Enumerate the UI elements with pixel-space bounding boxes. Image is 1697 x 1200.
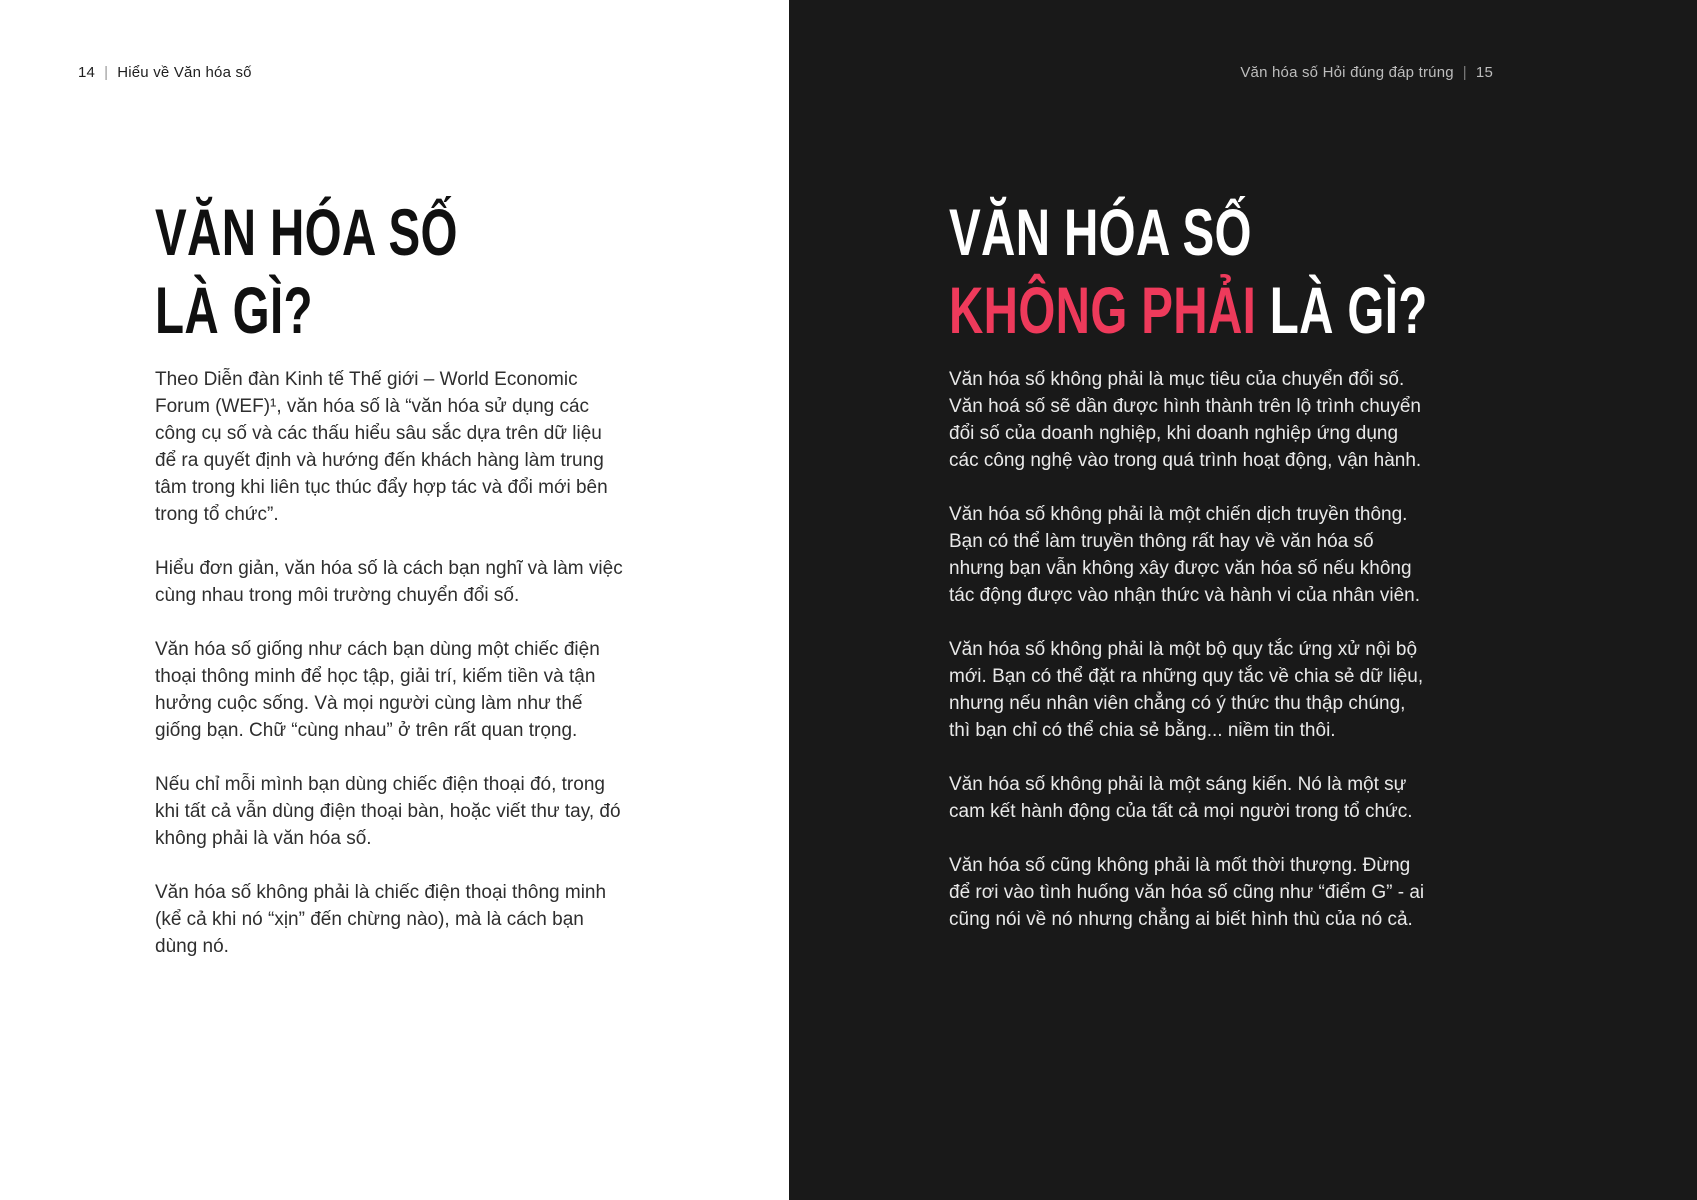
paragraph: Văn hóa số giống như cách bạn dùng một chiếc điện thoại thông minh để học tập, giải trí, kiếm tiền và tận hưởng cuộc sống. Và mọi người cùng làm như thế giống bạn. Chữ “cùng nhau” ở trên rất quan trọng. [155,639,600,741]
left-running-title: Hiểu về Văn hóa số [117,64,252,81]
right-page-header [1240,64,1493,81]
right-header-separator: | [1462,64,1467,81]
left-body-text [155,366,625,987]
left-page-title [155,194,458,350]
left-page [0,0,789,1200]
paragraph: Văn hóa số không phải là một chiến dịch truyền thông. Bạn có thể làm truyền thông rất hay về văn hóa số nhưng bạn vẫn không xây được văn hóa số nếu không tác động được vào nhận thức và hành vi của nhân viên. [949,504,1420,606]
left-header-separator: | [104,64,109,81]
right-title-line-2-rest: LÀ GÌ? [1269,272,1428,347]
right-page-title [949,194,1428,350]
right-title-highlight: KHÔNG PHẢI [949,272,1257,347]
paragraph: Văn hóa số không phải là mục tiêu của chuyển đổi số. Văn hoá số sẽ dần được hình thành trên lộ trình chuyển đổi số của doanh nghiệp, khi doanh nghiệp ứng dụng các công nghệ vào trong quá trình hoạt động, vận hành. [949,369,1422,471]
paragraph: Văn hóa số không phải là chiếc điện thoại thông minh (kể cả khi nó “xịn” đến chừng nào), mà là cách bạn dùng nó. [155,882,607,957]
paragraph: Theo Diễn đàn Kinh tế Thế giới – World Economic Forum (WEF)¹, văn hóa số là “văn hóa sử dụng các công cụ số và các thấu hiểu sâu sắc dựa trên dữ liệu để ra quyết định và hướng đến khách hàng làm trung tâm trong khi liên tục thúc đẩy hợp tác và đổi mới bên trong tổ chức”. [155,369,608,525]
right-title-line-1: VĂN HÓA SỐ [949,195,1252,269]
paragraph: Văn hóa số không phải là một sáng kiến. Nó là một sự cam kết hành động của tất cả mọi người trong tổ chức. [949,774,1413,822]
paragraph: Văn hóa số cũng không phải là mốt thời thượng. Đừng để rơi vào tình huống văn hóa số cũng như “điểm G” - ai cũng nói về nó nhưng chẳng ai biết hình thù của nó cả. [949,855,1425,930]
left-page-number: 14 [78,64,96,81]
right-running-title: Văn hóa số Hỏi đúng đáp trúng [1240,64,1454,81]
left-title-line-2: LÀ GÌ? [155,272,313,347]
left-title-line-1: VĂN HÓA SỐ [155,195,458,269]
left-page-header [78,64,252,81]
paragraph: Hiểu đơn giản, văn hóa số là cách bạn nghĩ và làm việc cùng nhau trong môi trường chuyển đổi số. [155,558,623,606]
right-title-line-2 [949,272,1428,350]
paragraph: Văn hóa số không phải là một bộ quy tắc ứng xử nội bộ mới. Bạn có thể đặt ra những quy tắc về chia sẻ dữ liệu, nhưng nếu nhân viên chẳng có ý thức thu thập chúng, thì bạn chỉ có thể chia sẻ bằng... niềm tin thôi. [949,639,1424,741]
right-page [789,0,1697,1200]
right-page-number: 15 [1475,64,1493,81]
right-body-text [949,366,1427,960]
paragraph: Nếu chỉ mỗi mình bạn dùng chiếc điện thoại đó, trong khi tất cả vẫn dùng điện thoại bàn, hoặc viết thư tay, đó không phải là văn hóa số. [155,774,621,849]
